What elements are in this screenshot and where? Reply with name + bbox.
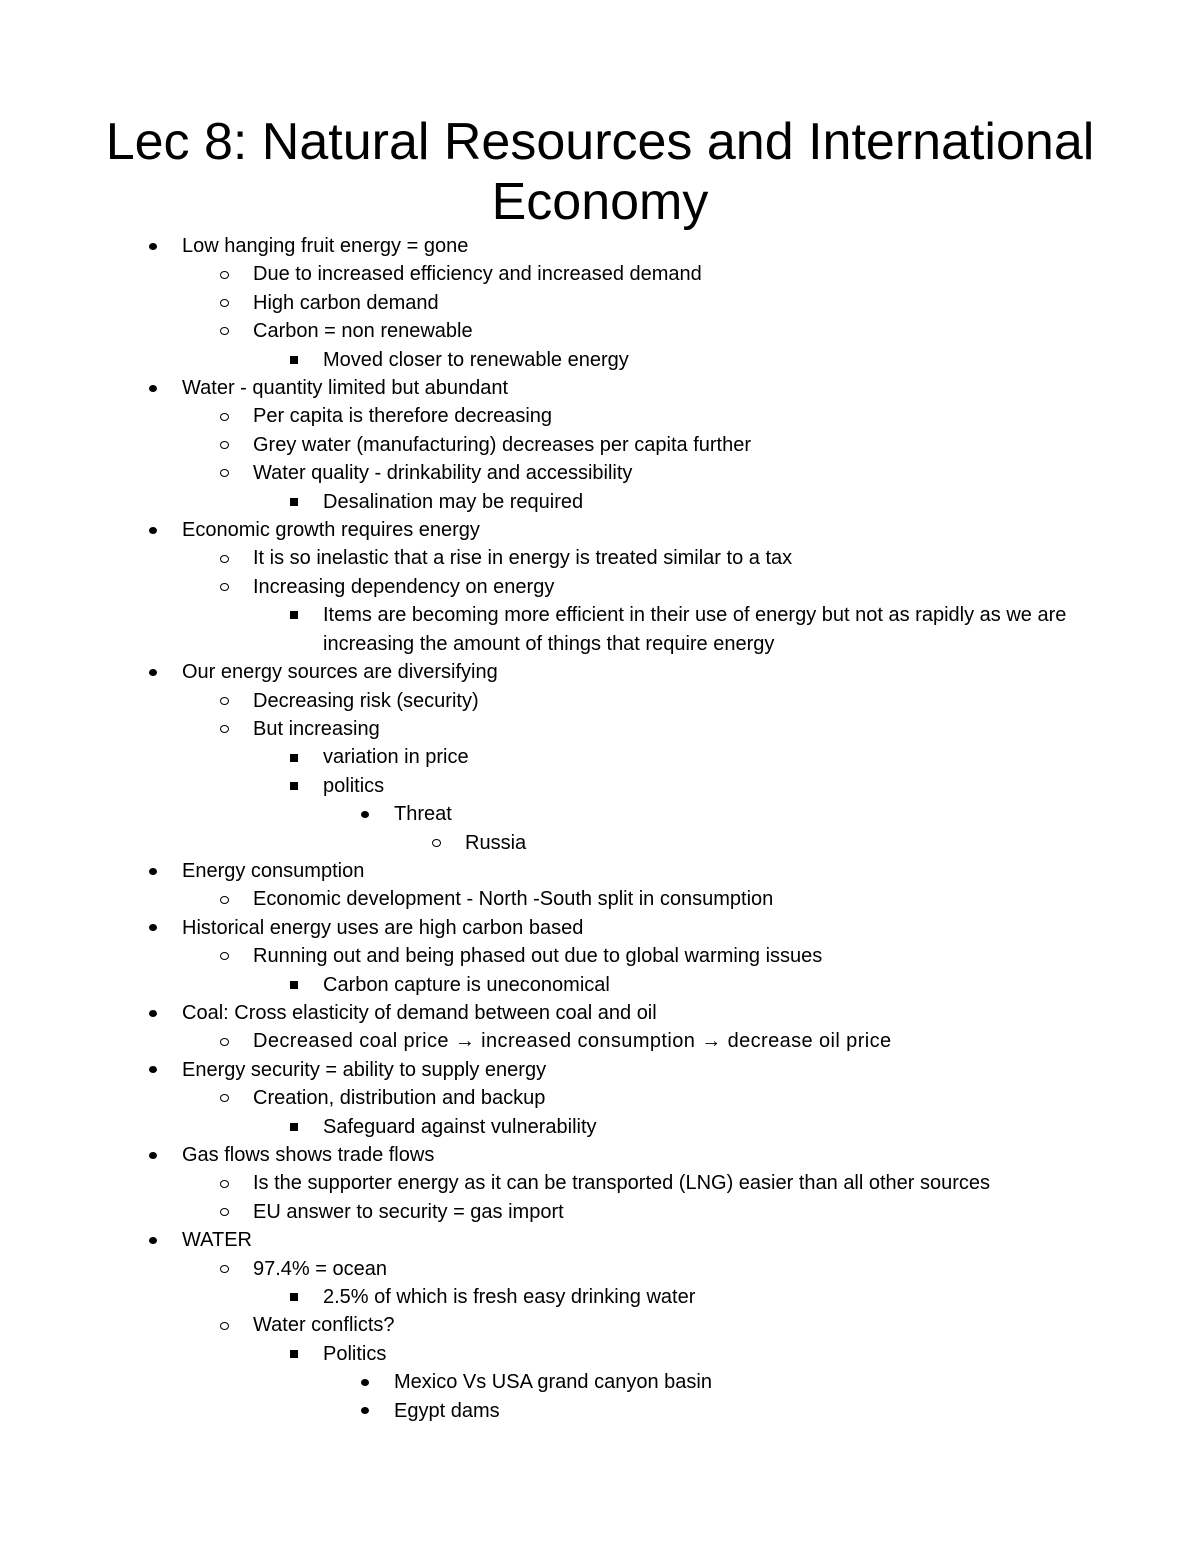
bullet-disc-icon: [357, 1397, 373, 1425]
bullet-circle-icon: [216, 260, 232, 288]
list-item-text: Running out and being phased out due to global warming issues: [253, 945, 823, 968]
list-item-text: Low hanging fruit energy = gone: [182, 235, 469, 257]
list-item: [0, 857, 1090, 885]
list-item-text: Gas flows shows trade flows: [182, 1144, 435, 1166]
bullet-disc-icon: [145, 999, 161, 1027]
list-item: [0, 346, 1090, 374]
list-item: [0, 1283, 1090, 1311]
list-item-text: Water quality - drinkability and accessibility: [253, 462, 633, 485]
list-item: [0, 1141, 1090, 1169]
bullet-disc-icon: [357, 1368, 373, 1396]
bullet-square-icon: [286, 601, 302, 629]
bullet-disc-icon: [145, 1141, 161, 1169]
bullet-disc-icon: [145, 658, 161, 686]
list-item-text: Energy security = ability to supply energy: [182, 1058, 547, 1081]
list-item: [0, 1198, 1090, 1226]
list-item-text: variation in price: [323, 746, 469, 769]
list-item-text: Russia: [465, 831, 527, 854]
list-item: [0, 488, 1090, 516]
bullet-disc-icon: [145, 914, 161, 942]
list-item: [0, 715, 1090, 743]
list-item: [0, 402, 1090, 430]
list-item-text: It is so inelastic that a rise in energy is treated similar to a tax: [253, 547, 793, 570]
list-item: [0, 971, 1090, 999]
list-item: [0, 1368, 1090, 1396]
list-item-text: Decreased coal price → increased consumption → decrease oil price: [253, 1030, 892, 1053]
bullet-square-icon: [286, 772, 302, 800]
bullet-circle-icon: [216, 687, 232, 715]
list-item-text: Politics: [323, 1342, 387, 1365]
list-item: [0, 1113, 1090, 1141]
bullet-circle-icon: [216, 1027, 232, 1055]
list-item: [0, 1397, 1090, 1425]
list-item: [0, 942, 1090, 970]
list-item-text: Carbon = non renewable: [253, 320, 473, 343]
list-item: [0, 289, 1090, 317]
bullet-list: [0, 232, 1200, 1425]
list-item-text: Water conflicts?: [253, 1314, 395, 1337]
list-item: [0, 232, 1090, 260]
document-title: Lec 8: Natural Resources and International Economy: [105, 113, 1095, 231]
list-item-text: Historical energy uses are high carbon based: [182, 916, 584, 939]
bullet-circle-icon: [216, 1198, 232, 1226]
list-item-text: Moved closer to renewable energy: [323, 348, 629, 371]
bullet-disc-icon: [145, 232, 161, 260]
list-item-text: But increasing: [253, 717, 380, 740]
list-item-text: WATER: [182, 1229, 252, 1252]
list-item-text: Increasing dependency on energy: [253, 575, 555, 598]
list-item: [0, 260, 1090, 288]
bullet-square-icon: [286, 346, 302, 374]
bullet-circle-icon: [216, 1255, 232, 1283]
bullet-disc-icon: [357, 800, 373, 828]
bullet-circle-icon: [216, 885, 232, 913]
bullet-circle-icon: [428, 829, 444, 857]
bullet-square-icon: [286, 488, 302, 516]
list-item-text: politics: [323, 774, 385, 797]
bullet-circle-icon: [216, 1169, 232, 1197]
bullet-circle-icon: [216, 402, 232, 430]
list-item: [0, 885, 1090, 913]
bullet-circle-icon: [216, 942, 232, 970]
list-item-text: Energy consumption: [182, 859, 365, 882]
list-item-text: Decreasing risk (security): [253, 689, 479, 712]
bullet-square-icon: [286, 743, 302, 771]
list-item-text: Creation, distribution and backup: [253, 1087, 546, 1110]
bullet-circle-icon: [216, 1084, 232, 1112]
bullet-circle-icon: [216, 1311, 232, 1339]
list-item-text: Egypt dams: [394, 1399, 500, 1422]
list-item: [0, 1056, 1090, 1084]
list-item: [0, 1226, 1090, 1254]
bullet-square-icon: [286, 1283, 302, 1311]
list-item: [0, 601, 1090, 658]
list-item-text: Our energy sources are diversifying: [182, 661, 498, 684]
bullet-disc-icon: [145, 857, 161, 885]
list-item: [0, 1311, 1090, 1339]
list-item: [0, 800, 1090, 828]
list-item-text: High carbon demand: [253, 291, 439, 314]
bullet-disc-icon: [145, 374, 161, 402]
list-item-text: Items are becoming more efficient in their use of energy but not as rapidly as we are increasing the amount of things that require energy: [323, 604, 1067, 655]
list-item-text: 2.5% of which is fresh easy drinking water: [323, 1286, 696, 1309]
list-item-text: Safeguard against vulnerability: [323, 1115, 597, 1138]
list-item: [0, 1169, 1090, 1197]
list-item-text: Mexico Vs USA grand canyon basin: [394, 1371, 712, 1394]
list-item: [0, 743, 1090, 771]
bullet-disc-icon: [145, 516, 161, 544]
list-item-text: Water - quantity limited but abundant: [182, 377, 509, 400]
bullet-circle-icon: [216, 715, 232, 743]
list-item: [0, 772, 1090, 800]
bullet-square-icon: [286, 1113, 302, 1141]
bullet-disc-icon: [145, 1056, 161, 1084]
list-item: [0, 999, 1090, 1027]
list-item-text: Coal: Cross elasticity of demand between coal and oil: [182, 1001, 657, 1024]
list-item-text: Carbon capture is uneconomical: [323, 973, 610, 996]
list-item: [0, 573, 1090, 601]
list-item-text: Due to increased efficiency and increased demand: [253, 263, 702, 286]
bullet-square-icon: [286, 971, 302, 999]
list-item-text: EU answer to security = gas import: [253, 1200, 564, 1223]
bullet-disc-icon: [145, 1226, 161, 1254]
list-item-text: 97.4% = ocean: [253, 1257, 387, 1280]
list-item-text: Is the supporter energy as it can be transported (LNG) easier than all other sources: [253, 1172, 991, 1195]
list-item: [0, 1084, 1090, 1112]
list-item-text: Grey water (manufacturing) decreases per capita further: [253, 433, 751, 456]
list-item-text: Economic development - North -South split in consumption: [253, 888, 774, 911]
list-item-text: Desalination may be required: [323, 490, 584, 513]
list-item-text: Economic growth requires energy: [182, 519, 480, 542]
list-item: [0, 544, 1090, 572]
list-item: [0, 914, 1090, 942]
list-item: [0, 317, 1090, 345]
bullet-square-icon: [286, 1340, 302, 1368]
bullet-circle-icon: [216, 459, 232, 487]
list-item: [0, 431, 1090, 459]
list-item: [0, 1340, 1090, 1368]
list-item: [0, 1027, 1090, 1055]
list-item: [0, 516, 1090, 544]
list-item: [0, 658, 1090, 686]
bullet-circle-icon: [216, 317, 232, 345]
bullet-circle-icon: [216, 573, 232, 601]
list-item: [0, 459, 1090, 487]
list-item: [0, 829, 1090, 857]
list-item-text: Per capita is therefore decreasing: [253, 405, 553, 428]
bullet-circle-icon: [216, 431, 232, 459]
list-item: [0, 687, 1090, 715]
list-item-text: Threat: [394, 803, 452, 826]
bullet-circle-icon: [216, 289, 232, 317]
list-item: [0, 374, 1090, 402]
list-item: [0, 1255, 1090, 1283]
bullet-circle-icon: [216, 544, 232, 572]
